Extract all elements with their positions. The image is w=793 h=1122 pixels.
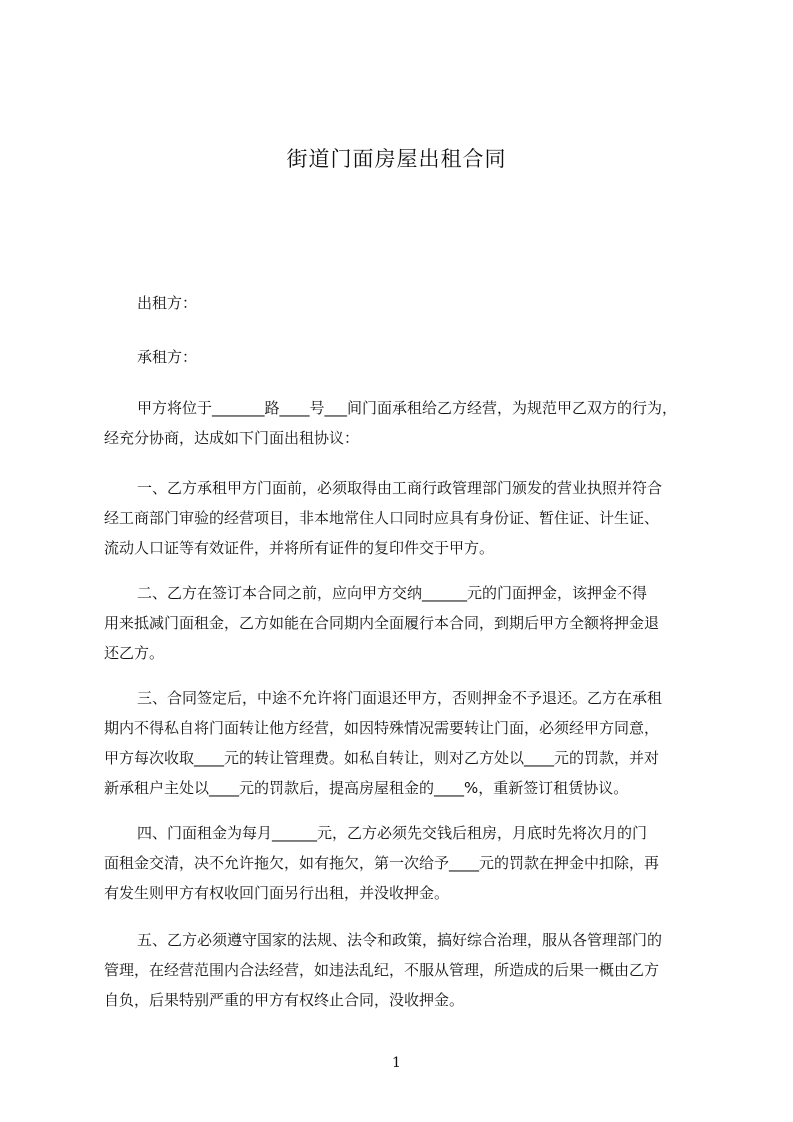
clause-2	[104, 578, 704, 668]
clause-line: 一、乙方承租甲方门面前，必须取得由工商行政管理部门颁发的营业执照并符合	[137, 479, 663, 497]
clause-line: 期内不得私自将门面转让他方经营，如因特殊情况需要转让门面，必须经甲方同意，	[104, 719, 660, 737]
intro-line: 甲方将位于_______路____号___间门面承租给乙方经营，为规范甲乙双方的行为，	[137, 399, 678, 417]
clause-1	[104, 473, 704, 563]
clause-line: 经工商部门审验的经营项目，非本地常住人口同时应具有身份证、暂住证、计生证、	[104, 509, 660, 527]
lessee-label: 承租方：	[137, 348, 198, 366]
clause-line: 五、乙方必须遵守国家的法规、法令和政策，搞好综合治理，服从各管理部门的	[137, 931, 663, 949]
clause-line: 流动人口证等有效证件，并将所有证件的复印件交于甲方。	[104, 539, 495, 557]
intro-line: 经充分协商，达成如下门面出租协议：	[104, 429, 360, 447]
clause-3	[104, 683, 704, 803]
intro-paragraph	[104, 393, 704, 453]
clause-line: 新承租户主处以____元的罚款后，提高房屋租金的____%，重新签订租赁协议。	[104, 779, 629, 797]
clause-line: 用来抵减门面租金，乙方如能在合同期内全面履行本合同，到期后甲方全额将押金退	[104, 614, 660, 632]
clause-line: 二、乙方在签订本合同之前，应向甲方交纳______元的门面押金，该押金不得	[137, 584, 648, 602]
clause-4	[104, 818, 704, 908]
clause-line: 管理，在经营范围内合法经营，如违法乱纪，不服从管理，所造成的后果一概由乙方	[104, 961, 660, 979]
clause-line: 三、合同签定后，中途不允许将门面退还甲方，否则押金不予退还。乙方在承租	[137, 689, 663, 707]
page-number: 1	[392, 1055, 401, 1071]
clause-line: 面租金交清，决不允许拖欠，如有拖欠，第一次给予____元的罚款在押金中扣除，再	[104, 854, 660, 872]
clause-line: 还乙方。	[104, 644, 165, 662]
clause-line: 甲方每次收取____元的转让管理费。如私自转让，则对乙方处以____元的罚款，并对	[104, 749, 660, 767]
clause-line: 有发生则甲方有权收回门面另行出租，并没收押金。	[104, 884, 450, 902]
clause-5	[104, 925, 704, 1015]
lessor-label: 出租方：	[137, 294, 198, 312]
document-title: 街道门面房屋出租合同	[286, 147, 507, 171]
clause-line: 四、门面租金为每月______元，乙方必须先交钱后租房，月底时先将次月的门	[137, 824, 648, 842]
clause-line: 自负，后果特别严重的甲方有权终止合同，没收押金。	[104, 991, 465, 1009]
